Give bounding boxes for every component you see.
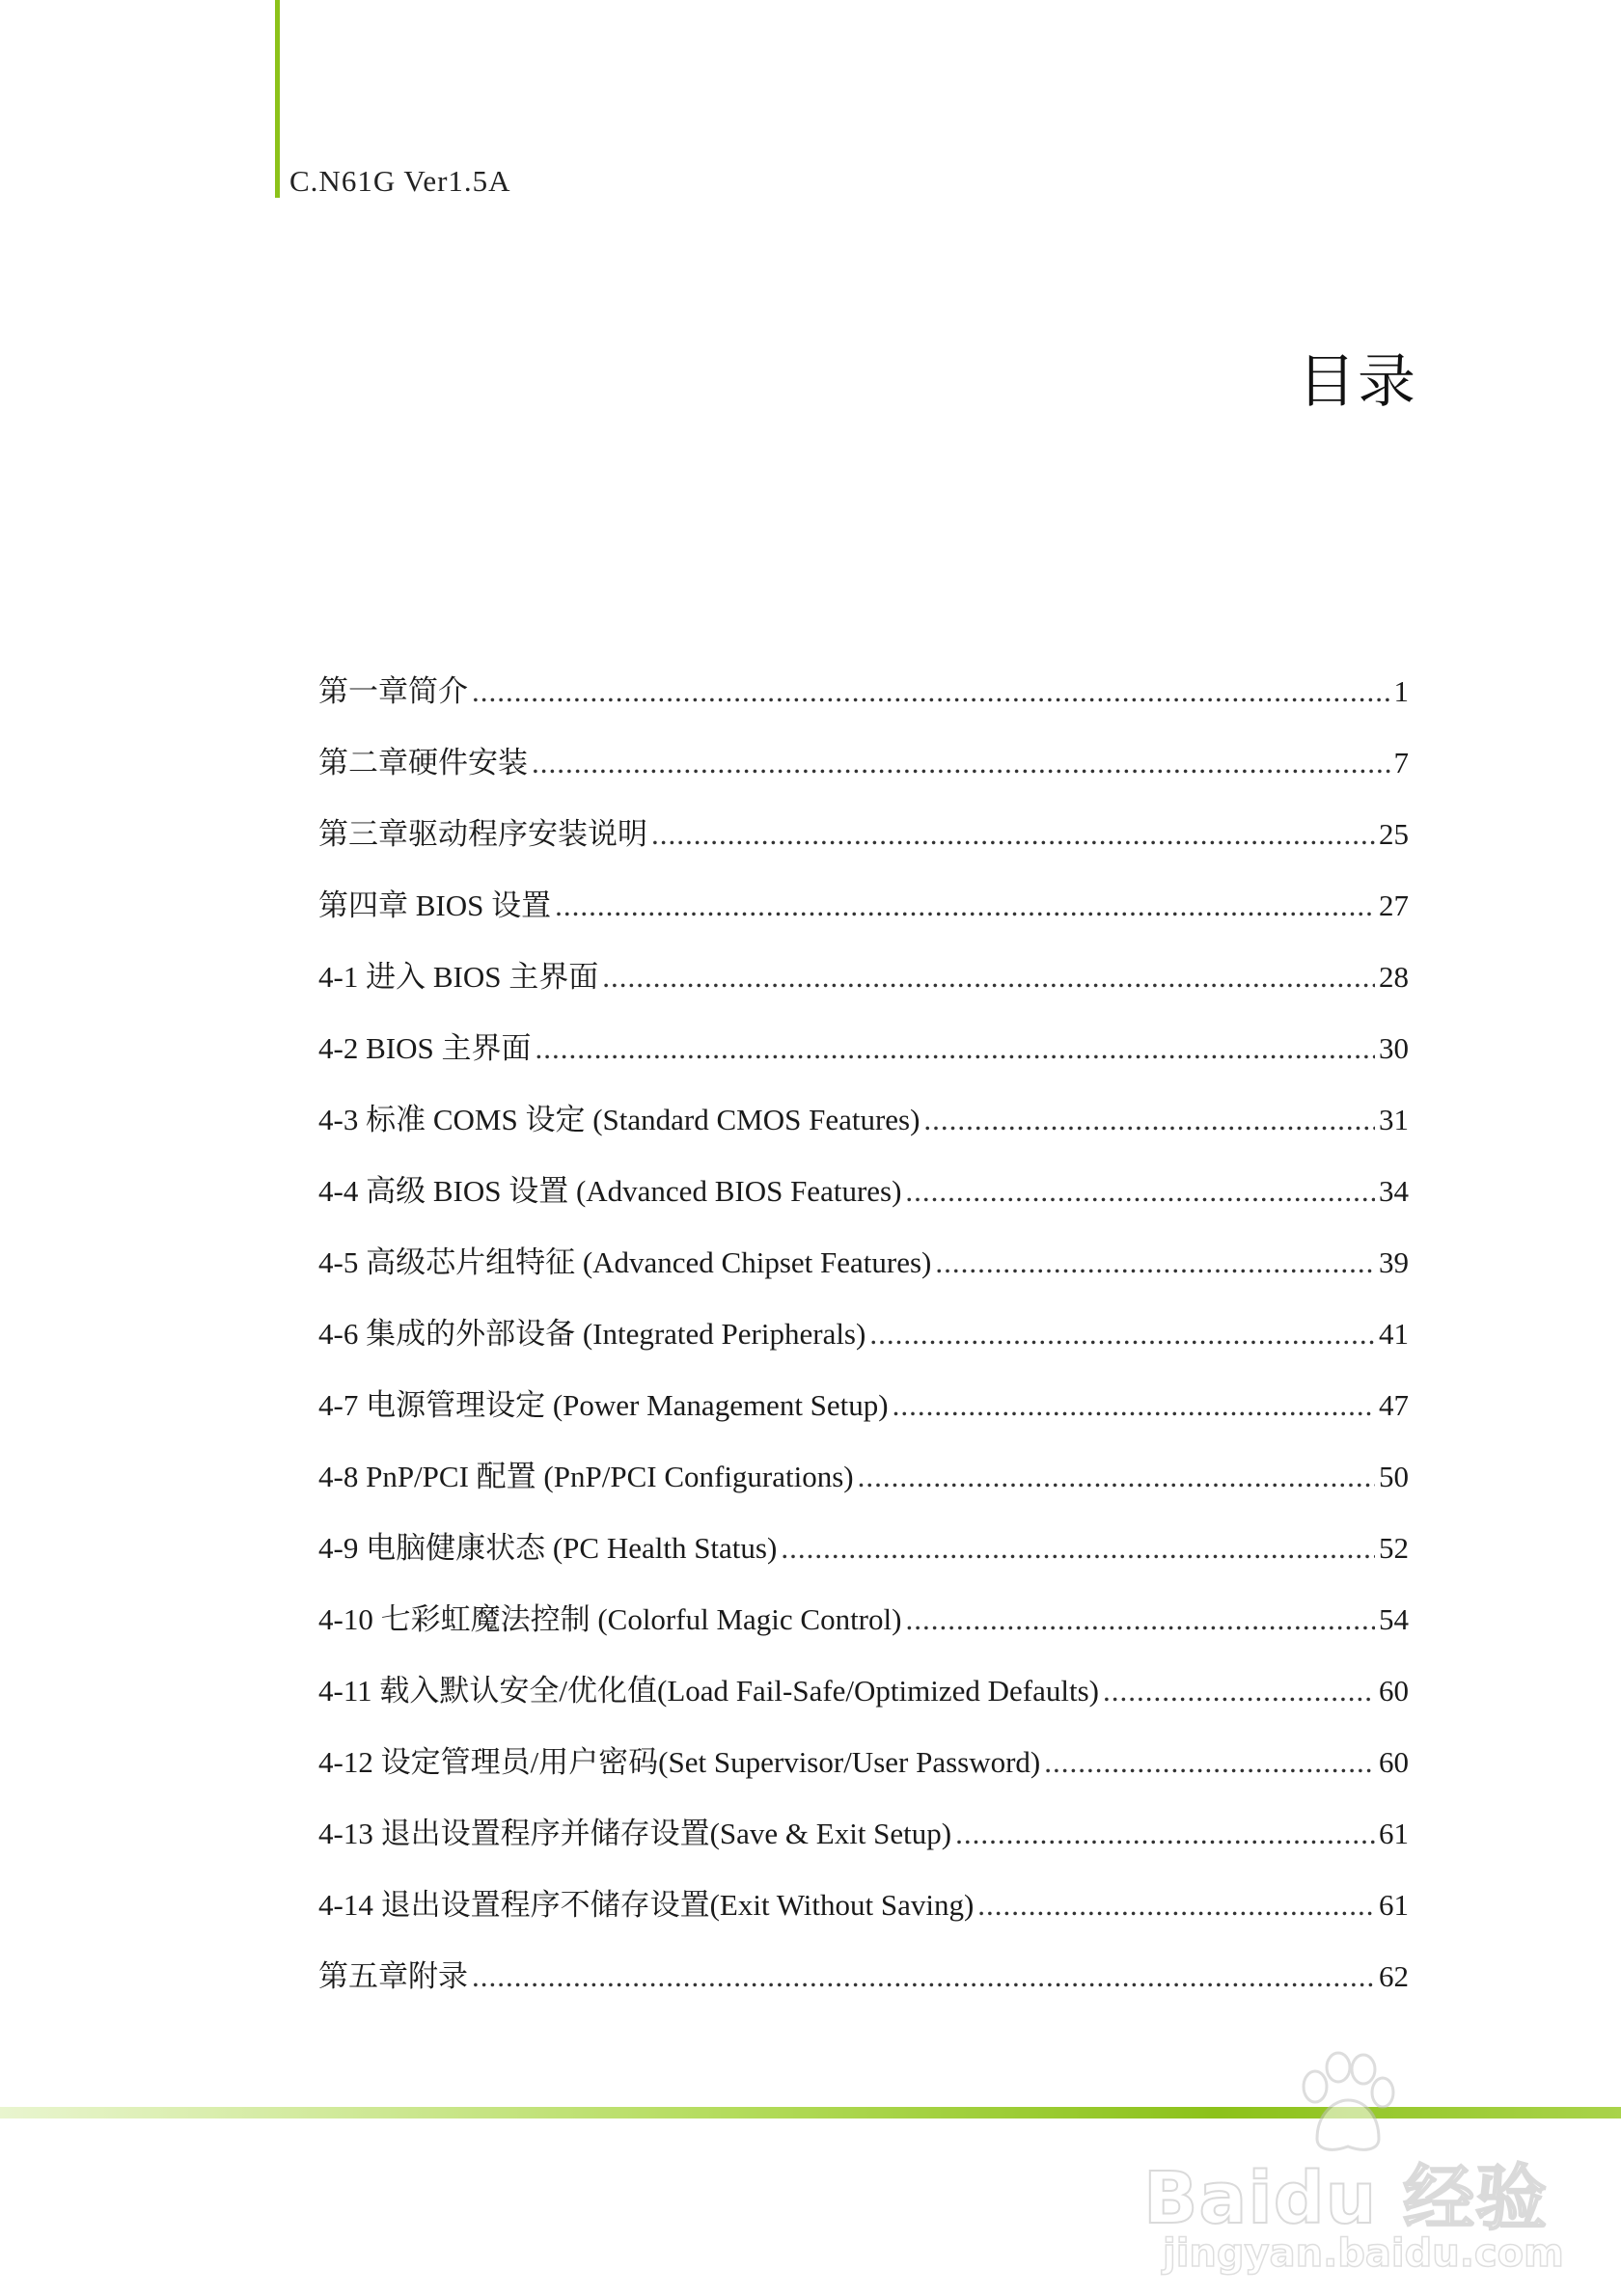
toc-entry[interactable] [318, 942, 1409, 1013]
toc-entry[interactable] [318, 1013, 1409, 1084]
toc-entry-page: 7 [1393, 746, 1409, 779]
toc-entry-label: 4-3 标准 COMS 设定 (Standard CMOS Features) [318, 1103, 920, 1136]
toc-entry-page: 31 [1379, 1103, 1409, 1136]
toc-entry[interactable] [318, 1441, 1409, 1513]
toc-entry-label: 第三章驱动程序安装说明 [318, 817, 647, 851]
baidu-jingyan-watermark [1143, 2050, 1564, 2276]
toc-entry-page: 25 [1379, 817, 1409, 851]
table-of-contents [318, 656, 1409, 2012]
toc-leader-dots [555, 870, 1375, 942]
toc-entry-label: 4-4 高级 BIOS 设置 (Advanced BIOS Features) [318, 1174, 902, 1208]
toc-entry-page: 1 [1393, 674, 1409, 708]
toc-entry-label: 4-7 电源管理设定 (Power Management Setup) [318, 1388, 889, 1422]
toc-leader-dots [535, 1013, 1375, 1084]
toc-entry-page: 50 [1379, 1460, 1409, 1493]
toc-entry-label: 4-10 七彩虹魔法控制 (Colorful Magic Control) [318, 1602, 902, 1636]
toc-entry-page: 61 [1379, 1817, 1409, 1850]
top-accent-rule [275, 0, 280, 198]
toc-entry-page: 54 [1379, 1602, 1409, 1636]
toc-entry[interactable] [318, 1298, 1409, 1370]
toc-entry[interactable] [318, 656, 1409, 727]
toc-entry-label: 4-1 进入 BIOS 主界面 [318, 960, 599, 994]
toc-entry-page: 30 [1379, 1031, 1409, 1065]
toc-entry-page: 39 [1379, 1245, 1409, 1279]
toc-entry-label: 4-6 集成的外部设备 (Integrated Peripherals) [318, 1317, 866, 1351]
toc-entry[interactable] [318, 1655, 1409, 1727]
toc-entry[interactable] [318, 1941, 1409, 2012]
toc-entry-page: 47 [1379, 1388, 1409, 1422]
toc-entry-label: 4-12 设定管理员/用户密码(Set Supervisor/User Password) [318, 1745, 1041, 1779]
toc-entry-label: 第四章 BIOS 设置 [318, 888, 552, 922]
toc-entry-label: 第二章硬件安装 [318, 746, 528, 779]
toc-entry-page: 52 [1379, 1531, 1409, 1565]
toc-entry-page: 34 [1379, 1174, 1409, 1208]
toc-entry[interactable] [318, 1084, 1409, 1156]
toc-entry-label: 第五章附录 [318, 1959, 468, 1993]
toc-entry-page: 41 [1379, 1317, 1409, 1351]
toc-leader-dots [651, 799, 1375, 870]
toc-leader-dots [532, 727, 1390, 799]
toc-entry[interactable] [318, 799, 1409, 870]
page-title: 目录 [1298, 348, 1417, 417]
toc-entry-label: 4-11 载入默认安全/优化值(Load Fail-Safe/Optimized Defaults) [318, 1674, 1099, 1708]
toc-leader-dots [923, 1084, 1375, 1156]
toc-leader-dots [893, 1370, 1375, 1441]
toc-leader-dots [472, 656, 1390, 727]
toc-entry[interactable] [318, 1513, 1409, 1584]
toc-entry-label: 4-14 退出设置程序不储存设置(Exit Without Saving) [318, 1888, 975, 1922]
toc-entry[interactable] [318, 1156, 1409, 1227]
toc-entry-label: 4-5 高级芯片组特征 (Advanced Chipset Features) [318, 1245, 932, 1279]
watermark-brand-text: Baidu 经验 [1143, 2157, 1549, 2240]
toc-leader-dots [905, 1584, 1375, 1655]
toc-leader-dots [602, 942, 1375, 1013]
toc-leader-dots [935, 1227, 1375, 1298]
toc-entry-page: 27 [1379, 888, 1409, 922]
watermark-url-text: jingyan.baidu.com [1163, 2231, 1564, 2276]
model-version-label: C.N61G Ver1.5A [289, 164, 511, 198]
toc-entry-label: 4-13 退出设置程序并储存设置(Save & Exit Setup) [318, 1817, 952, 1850]
toc-entry-page: 60 [1379, 1674, 1409, 1708]
toc-entry-label: 4-8 PnP/PCI 配置 (PnP/PCI Configurations) [318, 1460, 854, 1493]
toc-entry-label: 4-9 电脑健康状态 (PC Health Status) [318, 1531, 778, 1565]
toc-entry-page: 62 [1379, 1959, 1409, 1993]
toc-entry-page: 28 [1379, 960, 1409, 994]
baidu-paw-icon [1288, 2050, 1404, 2156]
toc-leader-dots [1103, 1655, 1375, 1727]
toc-entry[interactable] [318, 727, 1409, 799]
toc-entry[interactable] [318, 1798, 1409, 1870]
toc-entry-page: 60 [1379, 1745, 1409, 1779]
toc-entry[interactable] [318, 870, 1409, 942]
toc-leader-dots [1044, 1727, 1375, 1798]
toc-entry[interactable] [318, 1370, 1409, 1441]
toc-entry[interactable] [318, 1227, 1409, 1298]
toc-entry[interactable] [318, 1727, 1409, 1798]
toc-leader-dots [472, 1941, 1375, 2012]
toc-leader-dots [869, 1298, 1375, 1370]
toc-entry-label: 第一章简介 [318, 674, 468, 708]
toc-entry-page: 61 [1379, 1888, 1409, 1922]
toc-leader-dots [858, 1441, 1375, 1513]
toc-entry[interactable] [318, 1584, 1409, 1655]
toc-leader-dots [955, 1798, 1375, 1870]
toc-entry-label: 4-2 BIOS 主界面 [318, 1031, 532, 1065]
toc-leader-dots [905, 1156, 1375, 1227]
toc-leader-dots [781, 1513, 1375, 1584]
toc-leader-dots [977, 1870, 1375, 1941]
toc-entry[interactable] [318, 1870, 1409, 1941]
